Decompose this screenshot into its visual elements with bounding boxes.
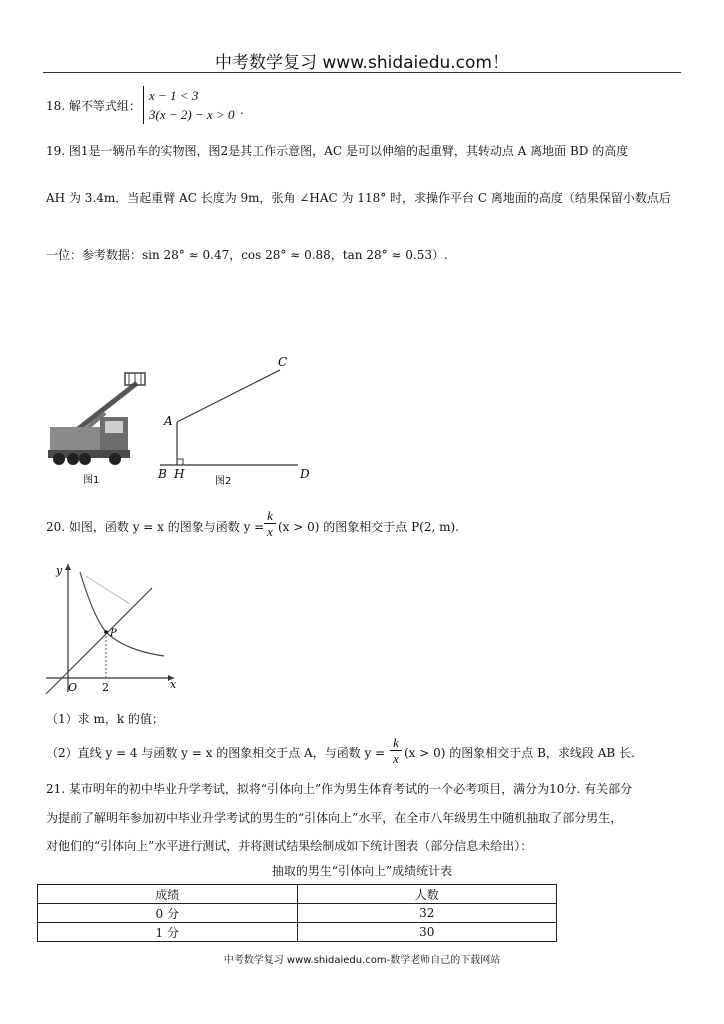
page-footer: 中考数学复习 www.shidaiedu.com-数学老师自己的下载网站	[223, 955, 501, 966]
q20-part-2-post: (x > 0) 的图象相交于点 B，求线段 AB 长.	[404, 746, 635, 760]
intersection-point-p	[104, 630, 108, 634]
q19-line-2: AH 为 3.4m．当起重臂 AC 长度为 9m，张角 ∠HAC 为 118° 时，求操作平台 C 离地面的高度（结果保留小数点后	[46, 191, 671, 205]
table-cell-score: 0 分	[38, 904, 298, 923]
label-h: H	[174, 467, 185, 481]
q18-suffix: .	[240, 103, 244, 117]
q18-ineq-2: 3(x − 2) − x > 0	[149, 107, 235, 122]
hyperbola-shading	[86, 576, 130, 604]
table-caption: 抽取的男生“引体向上”成绩统计表	[271, 864, 453, 878]
label-a: A	[164, 414, 173, 428]
graph-label-two: 2	[102, 681, 109, 694]
table-cell-count: 30	[297, 923, 557, 942]
q20-part2-fraction-numerator: k	[393, 735, 399, 750]
fig2-caption: 图2	[215, 476, 232, 487]
q20-part2-fraction-denominator: x	[390, 750, 402, 766]
q18-prefix: 18. 解不等式组：	[46, 99, 141, 113]
crane-schematic-figure	[150, 350, 320, 490]
q19-line-1: 19. 图1是一辆吊车的实物图，图2是其工作示意图，AC 是可以伸缩的起重臂，其转动点 A 离地面 BD 的高度	[46, 144, 629, 158]
q20-part-1: （1）求 m，k 的值；	[46, 712, 164, 726]
y-axis-arrow	[65, 564, 71, 570]
table-header-cell: 人数	[297, 885, 557, 904]
crane-truck-figure	[45, 365, 160, 490]
table-row	[38, 923, 557, 942]
q20-part-2-pre: （2）直线 y = 4 与函数 y = x 的图象相交于点 A，与函数 y =	[46, 746, 386, 760]
q21-line-3: 对他们的“引体向上”水平进行测试，并将测试结果绘制成如下统计图表（部分信息未给出）：	[46, 839, 533, 853]
q18-ineq-1: x − 1 < 3	[149, 88, 199, 103]
score-stats-table	[37, 884, 557, 942]
q18-system	[143, 86, 235, 124]
label-b: B	[158, 467, 167, 481]
q20-fraction-numerator: k	[267, 508, 273, 523]
header-divider	[43, 72, 681, 73]
q19-line-3: 一位：参考数据：sin 28° ≈ 0.47，cos 28° ≈ 0.88，tan 28° ≈ 0.53）.	[46, 248, 448, 262]
label-d: D	[300, 467, 310, 481]
table-cell-count: 32	[297, 904, 557, 923]
hyperbola-curve	[80, 572, 164, 656]
q20-fraction	[264, 508, 276, 539]
graph-label-p: P	[110, 628, 117, 639]
segment-ac	[177, 370, 280, 422]
q20-fraction-denominator: x	[264, 523, 276, 539]
table-row	[38, 904, 557, 923]
right-angle-mark	[177, 459, 183, 465]
crane-truck-illustration	[48, 373, 145, 465]
q21-line-1: 21. 某市明年的初中毕业升学考试，拟将“引体向上”作为男生体育考试的一个必考项目，满分为10分. 有关部分	[46, 782, 633, 796]
graph-label-y: y	[56, 564, 63, 577]
label-c: C	[278, 355, 288, 369]
table-header-cell: 成绩	[38, 885, 298, 904]
graph-label-origin: O	[68, 681, 78, 694]
table-cell-score: 1 分	[38, 923, 298, 942]
graph-label-x: x	[170, 678, 177, 691]
q20-intro-post: (x > 0) 的图象相交于点 P(2, m).	[278, 520, 459, 534]
function-graph	[42, 558, 182, 698]
q20-part2-fraction	[390, 735, 402, 766]
fig1-caption: 图1	[83, 475, 100, 486]
page-header-title: 中考数学复习 www.shidaiedu.com！	[215, 53, 509, 73]
q20-intro-pre: 20. 如图，函数 y = x 的图象与函数 y =	[46, 520, 265, 534]
table-header-row	[38, 885, 557, 904]
q21-line-2: 为提前了解明年参加初中毕业升学考试的男生的“引体向上”水平，在全市八年级男生中随机抽取了部分男生，	[46, 811, 623, 825]
